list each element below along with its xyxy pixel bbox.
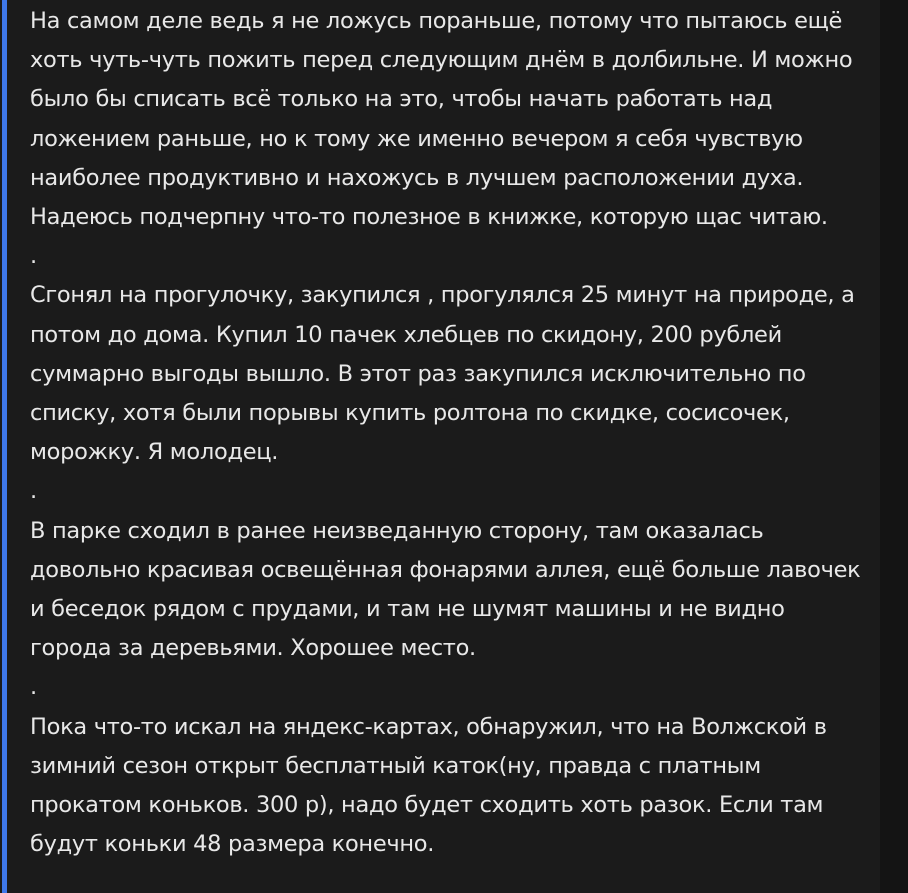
right-gutter (880, 0, 908, 893)
paragraph-rink: Пока что-то искал на яндекс-картах, обнаружил, что на Волжской в зимний сезон открыт бесплатный каток(ну, правда с платным прокатом коньков. 300 р), надо будет сходить хоть разок. Если там будут коньки 48 размера конечно. (30, 713, 827, 858)
paragraph-night: На самом деле ведь я не ложусь пораньше, потому что пытаюсь ещё хоть чуть-чуть пожить перед следующим днём в долбильне. И можно было бы списать всё только на это, чтобы начать работать над ложением раньше, но к тому же именно вечером я себя чувствую наиболее продуктивно и нахожусь в лучшем расположении духа. Надеюсь подчерпну что-то полезное в книжке, которую щас читаю. (30, 8, 853, 231)
separator-dot: . (30, 478, 37, 505)
quote-accent-bar (2, 0, 7, 893)
separator-dot: . (30, 674, 37, 701)
post-text (30, 2, 870, 864)
separator-dot: . (30, 243, 37, 270)
paragraph-walk: Сгонял на прогулочку, закупился , прогулялся 25 минут на природе, а потом до дома. Купил 10 пачек хлебцев по скидону, 200 рублей суммарно выгоды вышло. В этот раз закупился исключительно по списку, хотя были порывы купить ролтона по скидке, сосисочек, морожку. Я молодец. (30, 282, 855, 466)
paragraph-park: В парке сходил в ранее неизведанную сторону, там оказалась довольно красивая освещённая фонарями аллея, ещё больше лавочек и беседок рядом с прудами, и там не шумят машины и не видно города за деревьями. Хорошее место. (30, 517, 861, 662)
